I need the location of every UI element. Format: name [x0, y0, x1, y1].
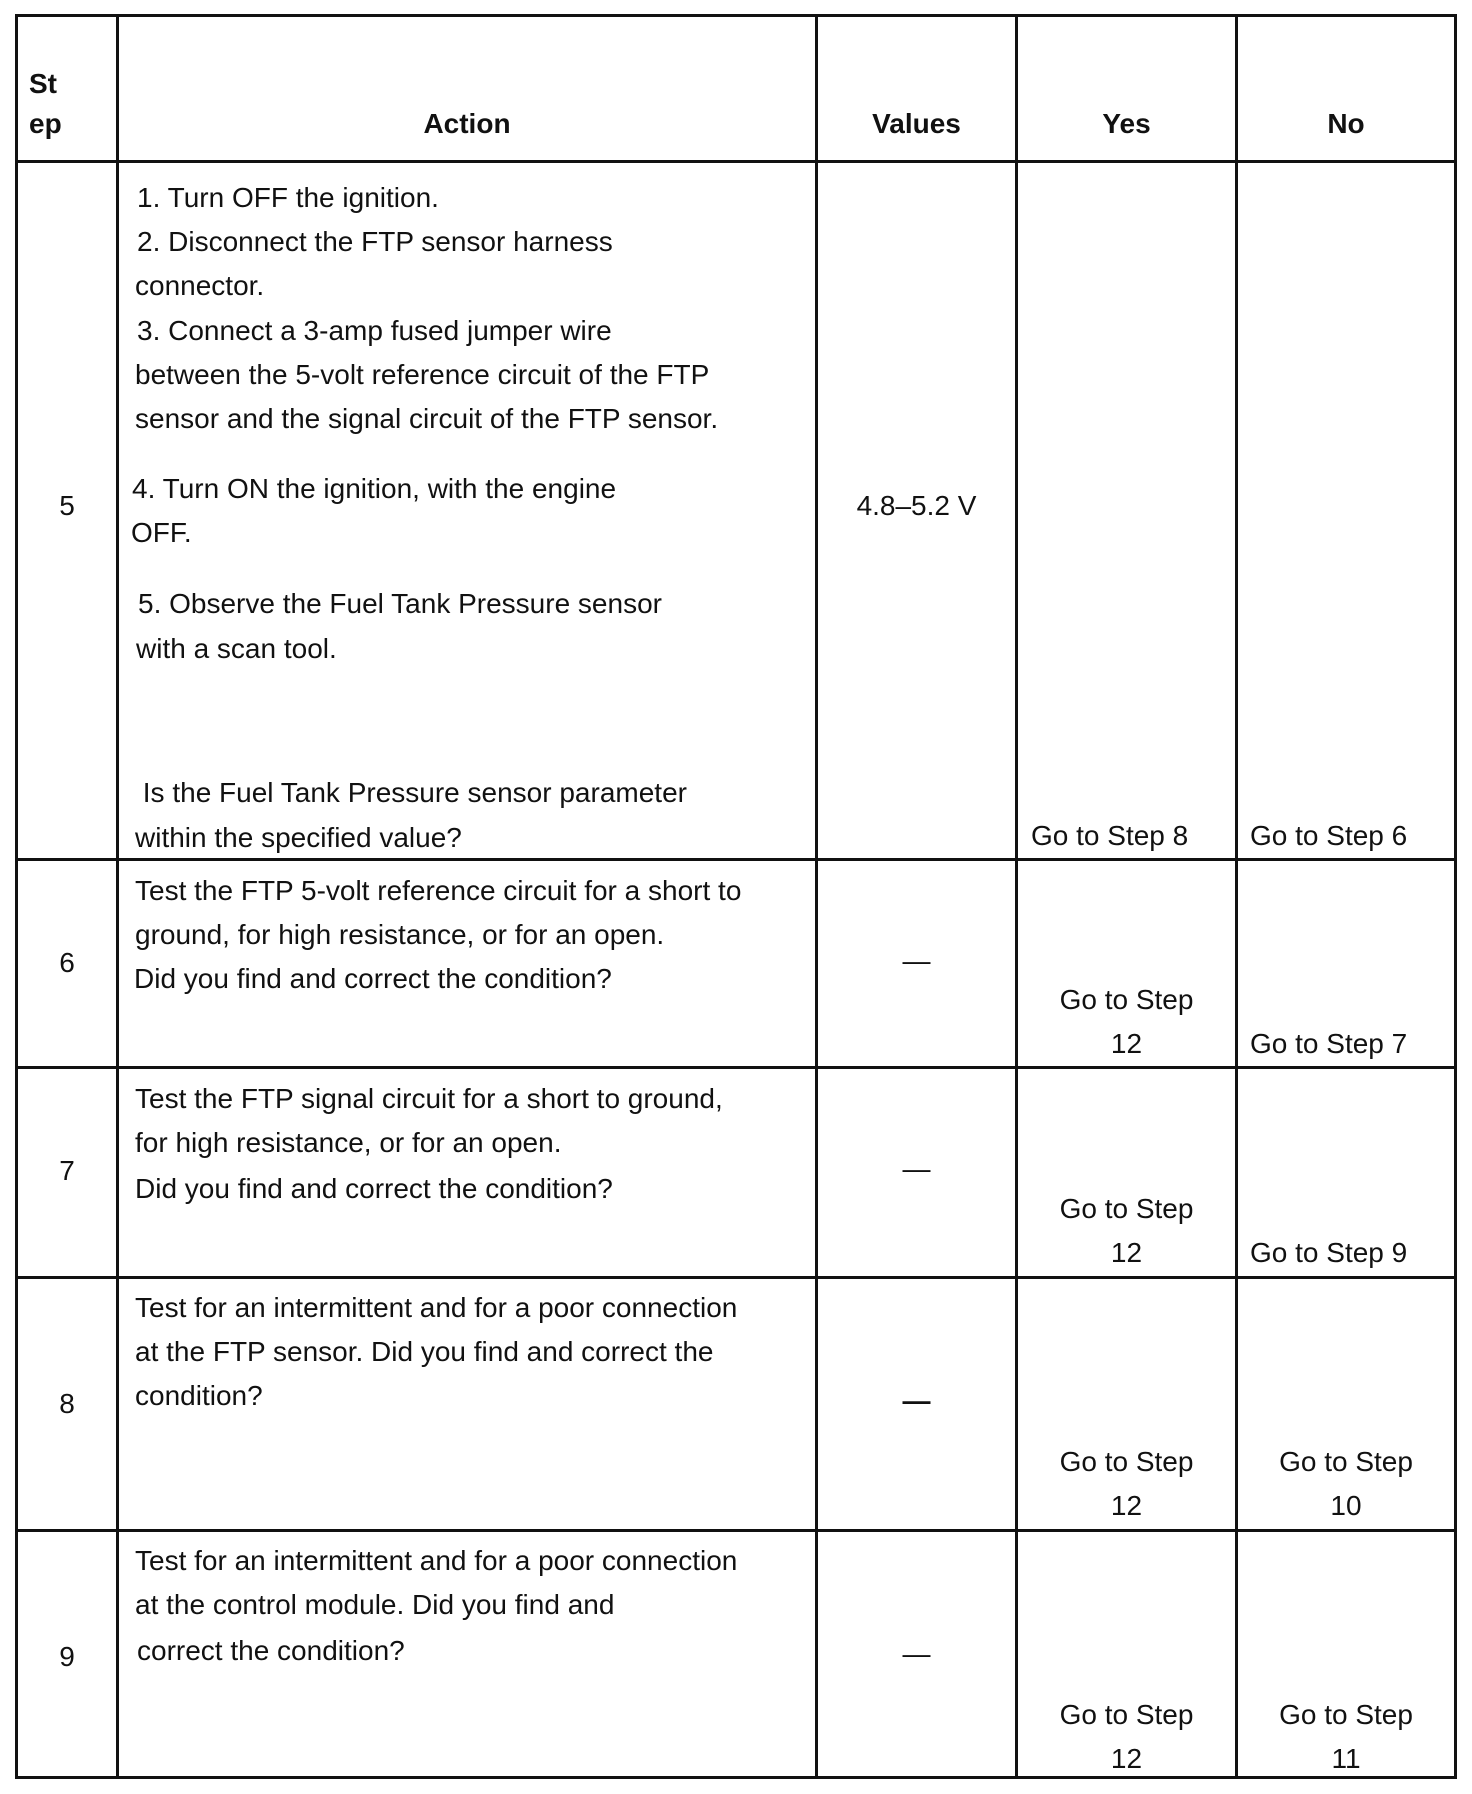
step-number: 9	[59, 1641, 75, 1672]
step-yes	[1018, 978, 1235, 1066]
header-step-line2: ep	[29, 108, 62, 139]
step-number: 8	[59, 1388, 75, 1419]
action-line: ground, for high resistance, or for an open.	[135, 919, 665, 950]
action-line: at the control module. Did you find and	[135, 1589, 615, 1620]
step-number: 6	[59, 947, 75, 978]
step-no	[1238, 1440, 1454, 1528]
no-line: Go to Step 6	[1250, 820, 1408, 851]
action-line: at the FTP sensor. Did you find and correct the	[135, 1336, 714, 1367]
table-border-right	[1454, 14, 1457, 1779]
action-line: Did you find and correct the condition?	[135, 1173, 613, 1204]
yes-line: Go to Step	[1059, 984, 1194, 1015]
no-line: Go to Step	[1279, 1699, 1413, 1730]
header-values: Values	[872, 108, 961, 139]
yes-line: 12	[1110, 1237, 1143, 1268]
step-yes	[1018, 1440, 1235, 1528]
step-value: —	[902, 1638, 931, 1669]
step-value: —	[902, 945, 931, 976]
yes-line: 12	[1110, 1490, 1143, 1521]
yes-line: Go to Step	[1059, 1193, 1194, 1224]
yes-line: Go to Step	[1059, 1446, 1194, 1477]
row-divider-header	[15, 160, 1457, 163]
no-line: 10	[1330, 1490, 1362, 1521]
action-line: 3. Connect a 3-amp fused jumper wire	[137, 315, 612, 346]
step-number: 5	[59, 490, 75, 521]
action-line: Is the Fuel Tank Pressure sensor parameter	[135, 777, 687, 808]
action-line: between the 5-volt reference circuit of the FTP	[135, 359, 710, 390]
step-value: —	[902, 1153, 931, 1184]
action-line: with a scan tool.	[136, 633, 337, 664]
action-line: sensor and the signal circuit of the FTP sensor.	[135, 403, 719, 434]
step-number: 7	[59, 1155, 75, 1186]
step-no	[1238, 1693, 1454, 1781]
step-yes	[1018, 1187, 1235, 1275]
action-line: Test for an intermittent and for a poor connection	[135, 1292, 738, 1323]
table-border-left	[15, 14, 18, 1779]
yes-line: Go to Step	[1059, 1699, 1194, 1730]
step-value: 4.8–5.2 V	[856, 490, 977, 521]
col-divider-action	[815, 14, 818, 1779]
action-line: Test the FTP signal circuit for a short to ground,	[135, 1083, 723, 1114]
yes-line: 12	[1110, 1743, 1143, 1774]
action-line: OFF.	[131, 517, 192, 548]
no-line: Go to Step	[1279, 1446, 1413, 1477]
action-line: 2. Disconnect the FTP sensor harness	[137, 226, 613, 257]
no-line: Go to Step 7	[1250, 1028, 1408, 1059]
header-yes: Yes	[1102, 108, 1151, 139]
step-value: —	[902, 1385, 931, 1416]
col-divider-step	[116, 14, 119, 1779]
row-divider-6	[15, 1066, 1457, 1069]
action-line: Test for an intermittent and for a poor connection	[135, 1545, 738, 1576]
table-border-top	[15, 14, 1457, 17]
action-line: within the specified value?	[135, 822, 462, 853]
action-line: for high resistance, or for an open.	[135, 1127, 562, 1158]
action-line: Test the FTP 5-volt reference circuit for a short to	[135, 875, 742, 906]
no-line: 11	[1331, 1743, 1361, 1774]
action-line: 4. Turn ON the ignition, with the engine	[132, 473, 617, 504]
action-line: 1. Turn OFF the ignition.	[137, 182, 439, 213]
row-divider-7	[15, 1276, 1457, 1279]
action-line: 5. Observe the Fuel Tank Pressure sensor	[138, 588, 662, 619]
header-no: No	[1327, 108, 1365, 139]
action-line: connector.	[135, 270, 265, 301]
header-step	[29, 64, 115, 144]
step-yes	[1018, 1693, 1235, 1781]
diagnostic-table	[15, 14, 1457, 1779]
action-line: Did you find and correct the condition?	[134, 963, 612, 994]
yes-line: 12	[1110, 1028, 1143, 1059]
action-line: condition?	[135, 1380, 263, 1411]
row-divider-8	[15, 1529, 1457, 1532]
action-line: correct the condition?	[137, 1635, 405, 1666]
header-step-line1: St	[29, 68, 57, 99]
yes-line: Go to Step 8	[1031, 820, 1189, 851]
no-line: Go to Step 9	[1250, 1237, 1408, 1268]
header-action: Action	[423, 108, 511, 139]
